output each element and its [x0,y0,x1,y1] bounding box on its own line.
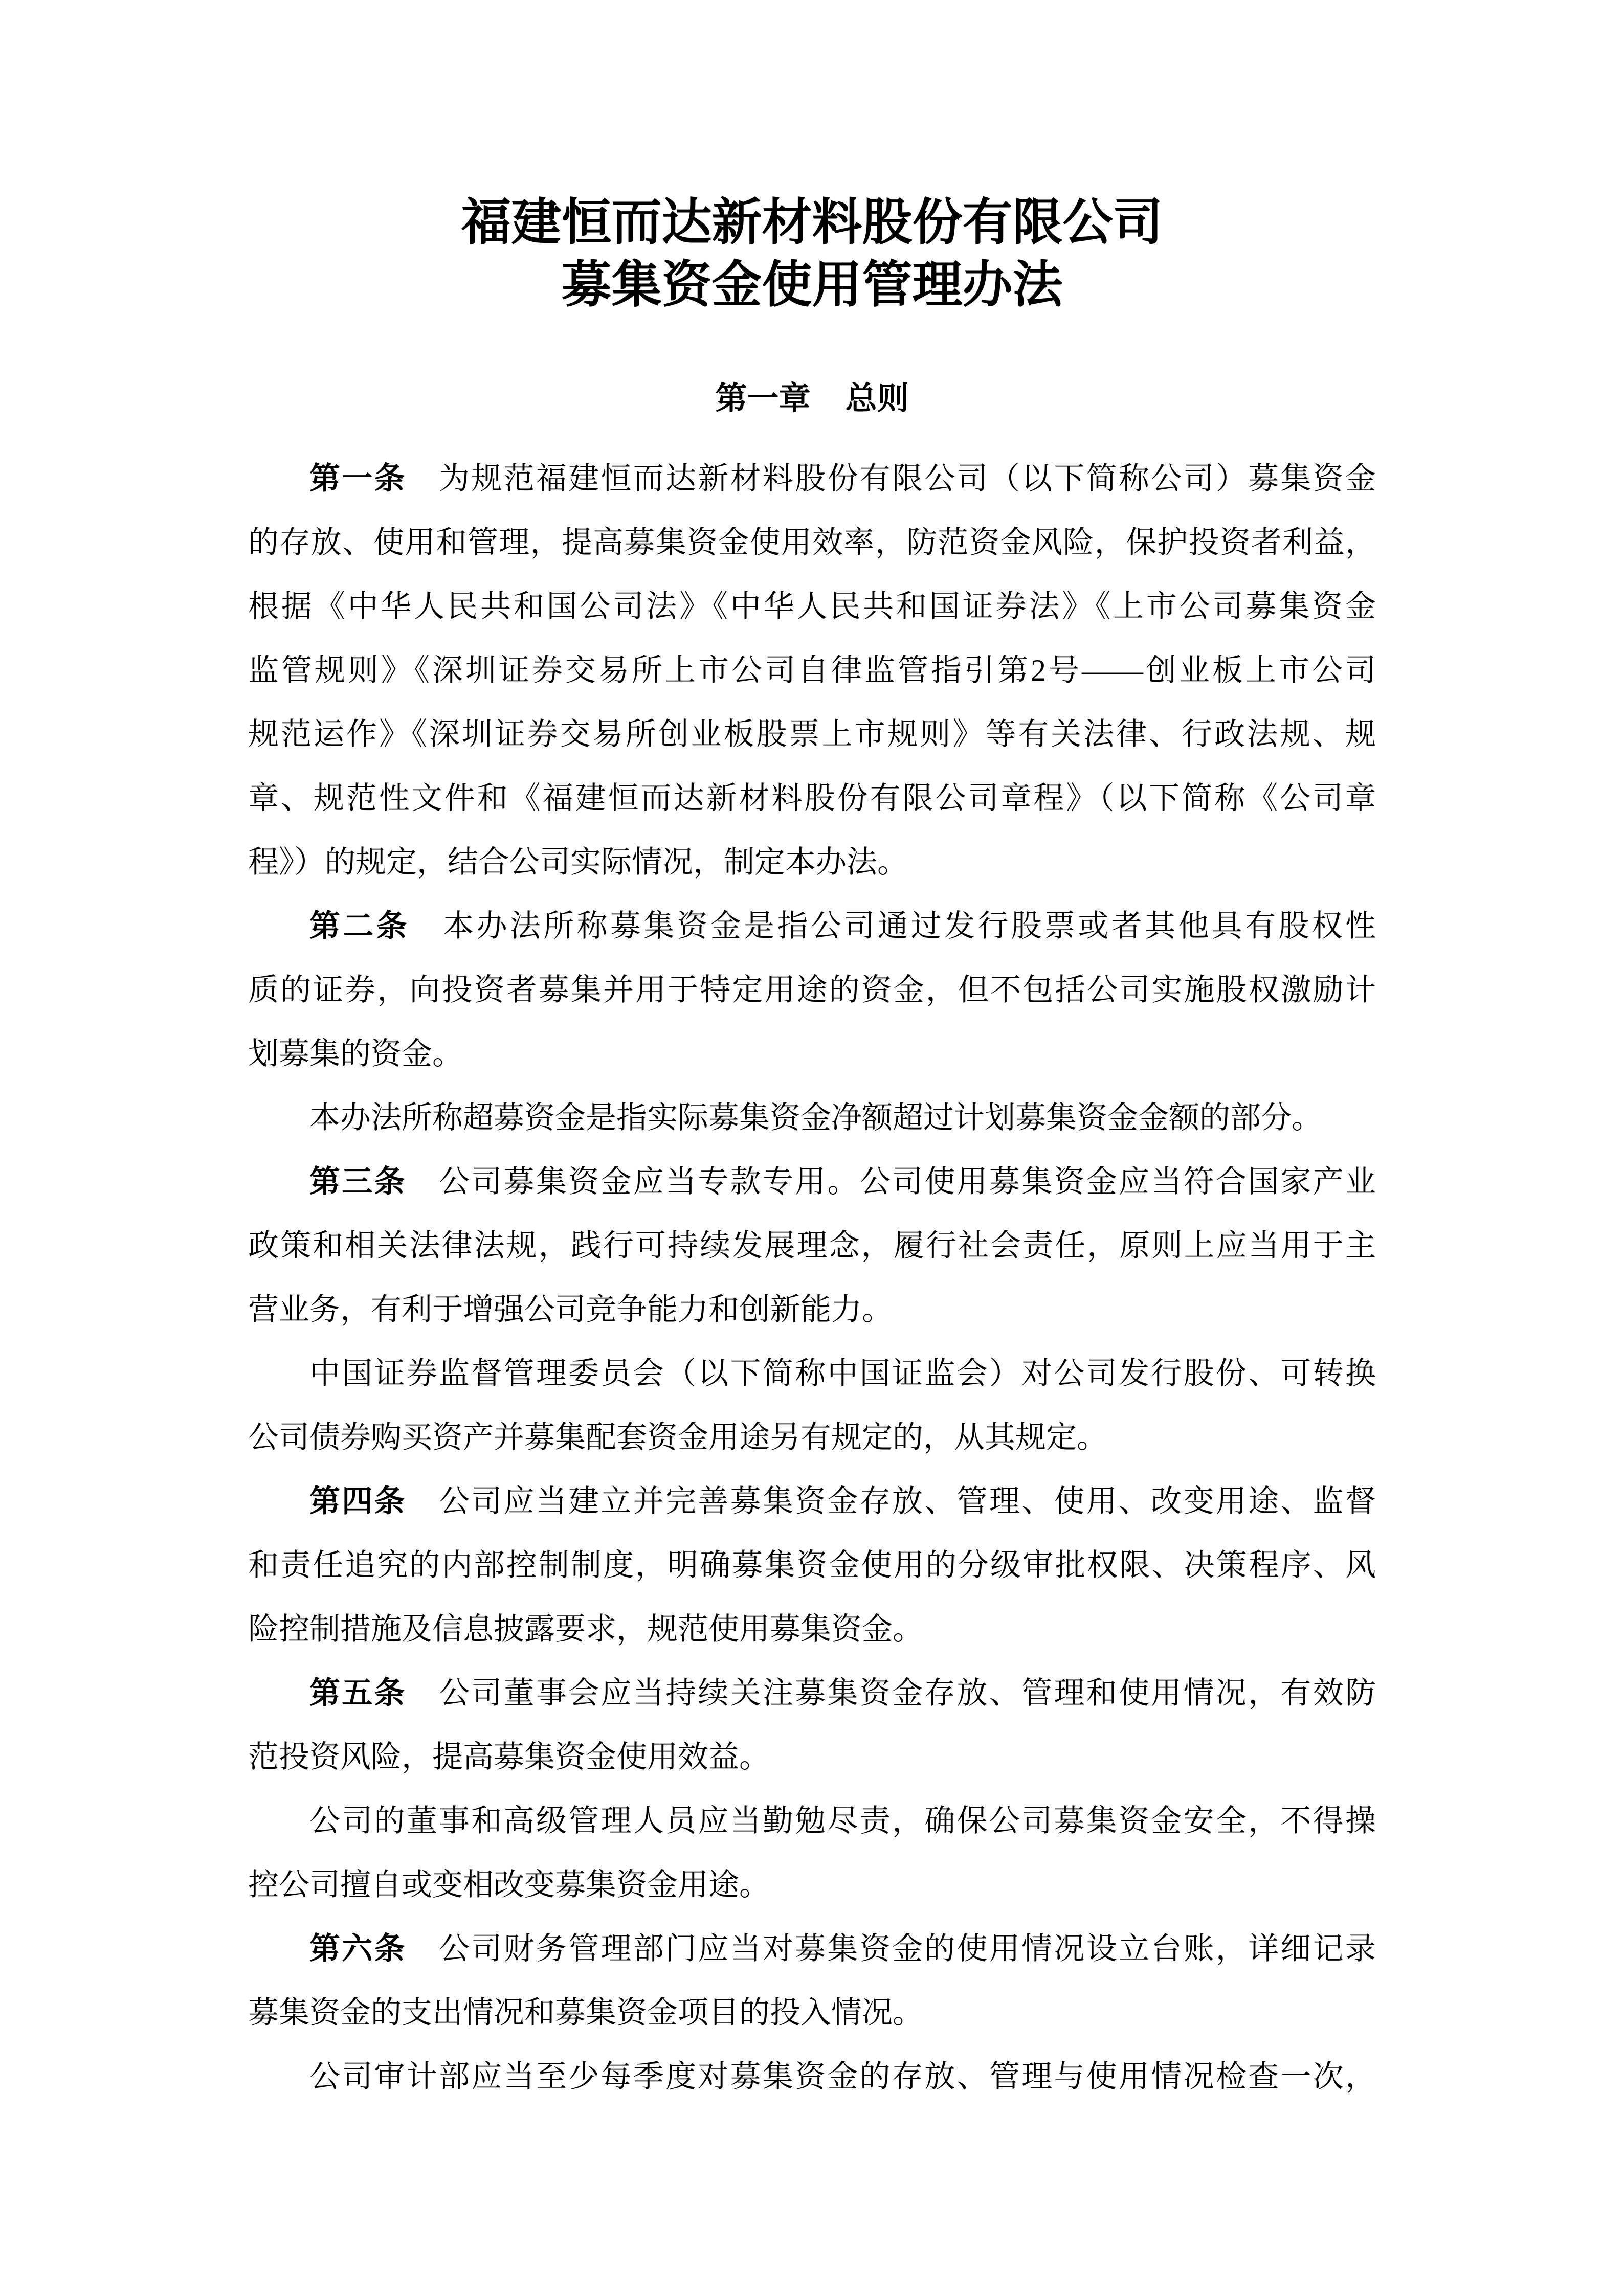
body-line [248,767,1376,830]
document-title-line1: 福建恒而达新材料股份有限公司 [461,195,1163,251]
body-line [248,1789,1376,1853]
line-text: 为规范福建恒而达新材料股份有限公司（以下简称公司）募集资金 [406,462,1376,496]
line-text: 险控制措施及信息披露要求，规范使用募集资金。 [248,1612,923,1646]
line-text: 公司财务管理部门应当对募集资金的使用情况设立台账，详细记录 [406,1932,1376,1966]
line-text: 公司审计部应当至少每季度对募集资金的存放、管理与使用情况检查一次， [309,2060,1376,2094]
chapter-heading [0,377,1624,420]
body-line [248,1981,1376,2045]
line-text: 公司董事会应当持续关注募集资金存放、管理和使用情况，有效防 [406,1676,1376,1710]
body-line [248,2045,1376,2109]
line-text: 监管规则》《深圳证券交易所上市公司自律监管指引第2号——创业板上市公司 [248,654,1376,687]
document-body [248,447,1376,2109]
line-text: 范投资风险，提高募集资金使用效益。 [248,1740,770,1774]
line-text: 募集资金的支出情况和募集资金项目的投入情况。 [248,1996,923,2030]
line-text: 和责任追究的内部控制制度，明确募集资金使用的分级审批权限、决策程序、风 [248,1548,1376,1582]
line-text: 本办法所称募集资金是指公司通过发行股票或者其他具有股权性 [409,909,1376,943]
body-line [248,1853,1376,1917]
article-number: 第六条 [309,1932,407,1966]
document-title-line2: 募集资金使用管理办法 [561,258,1063,313]
body-line [248,1725,1376,1789]
line-text: 划募集的资金。 [248,1037,463,1071]
body-line [248,958,1376,1022]
body-line [248,1342,1376,1406]
body-line [248,1534,1376,1597]
line-text: 的存放、使用和管理，提高募集资金使用效率，防范资金风险，保护投资者利益， [248,526,1376,559]
body-line [248,1661,1376,1725]
body-line [248,894,1376,958]
body-line [248,703,1376,767]
article-number: 第三条 [309,1165,407,1199]
body-line [248,1086,1376,1150]
line-text: 质的证券，向投资者募集并用于特定用途的资金，但不包括公司实施股权激励计 [248,973,1376,1007]
body-line [248,639,1376,703]
body-line [248,447,1376,511]
body-line [248,1022,1376,1086]
body-line [248,1150,1376,1214]
article-number: 第二条 [309,909,410,943]
line-text: 营业务，有利于增强公司竞争能力和创新能力。 [248,1293,893,1326]
line-text: 控公司擅自或变相改变募集资金用途。 [248,1868,770,1902]
line-text: 章、规范性文件和《福建恒而达新材料股份有限公司章程》（以下简称《公司章 [248,781,1376,815]
line-text: 政策和相关法律法规，践行可持续发展理念，履行社会责任，原则上应当用于主 [248,1229,1376,1263]
line-text: 公司债券购买资产并募集配套资金用途另有规定的，从其规定。 [248,1421,1107,1454]
article-number: 第五条 [309,1676,407,1710]
line-text: 根据《中华人民共和国公司法》《中华人民共和国证券法》《上市公司募集资金 [248,590,1376,623]
line-text: 公司应当建立并完善募集资金存放、管理、使用、改变用途、监督 [406,1484,1376,1518]
document-title [0,192,1624,317]
body-line [248,1278,1376,1342]
body-line [248,830,1376,894]
body-line [248,1597,1376,1661]
article-number: 第一条 [309,462,407,496]
body-line [248,1470,1376,1534]
body-line [248,1917,1376,1981]
body-line [248,1214,1376,1278]
body-line [248,575,1376,639]
line-text: 公司的董事和高级管理人员应当勤勉尽责，确保公司募集资金安全，不得操 [309,1804,1376,1838]
line-text: 公司募集资金应当专款专用。公司使用募集资金应当符合国家产业 [406,1165,1376,1199]
line-text: 本办法所称超募资金是指实际募集资金净额超过计划募集资金金额的部分。 [309,1101,1322,1135]
body-line [248,1406,1376,1470]
line-text: 规范运作》《深圳证券交易所创业板股票上市规则》等有关法律、行政法规、规 [248,717,1376,751]
line-text: 程》）的规定，结合公司实际情况，制定本办法。 [248,845,908,879]
line-text: 中国证券监督管理委员会（以下简称中国证监会）对公司发行股份、可转换 [309,1357,1376,1390]
chapter-number: 第一章 [715,381,811,416]
body-line [248,511,1376,575]
article-number: 第四条 [309,1484,407,1518]
chapter-name: 总则 [845,381,909,416]
